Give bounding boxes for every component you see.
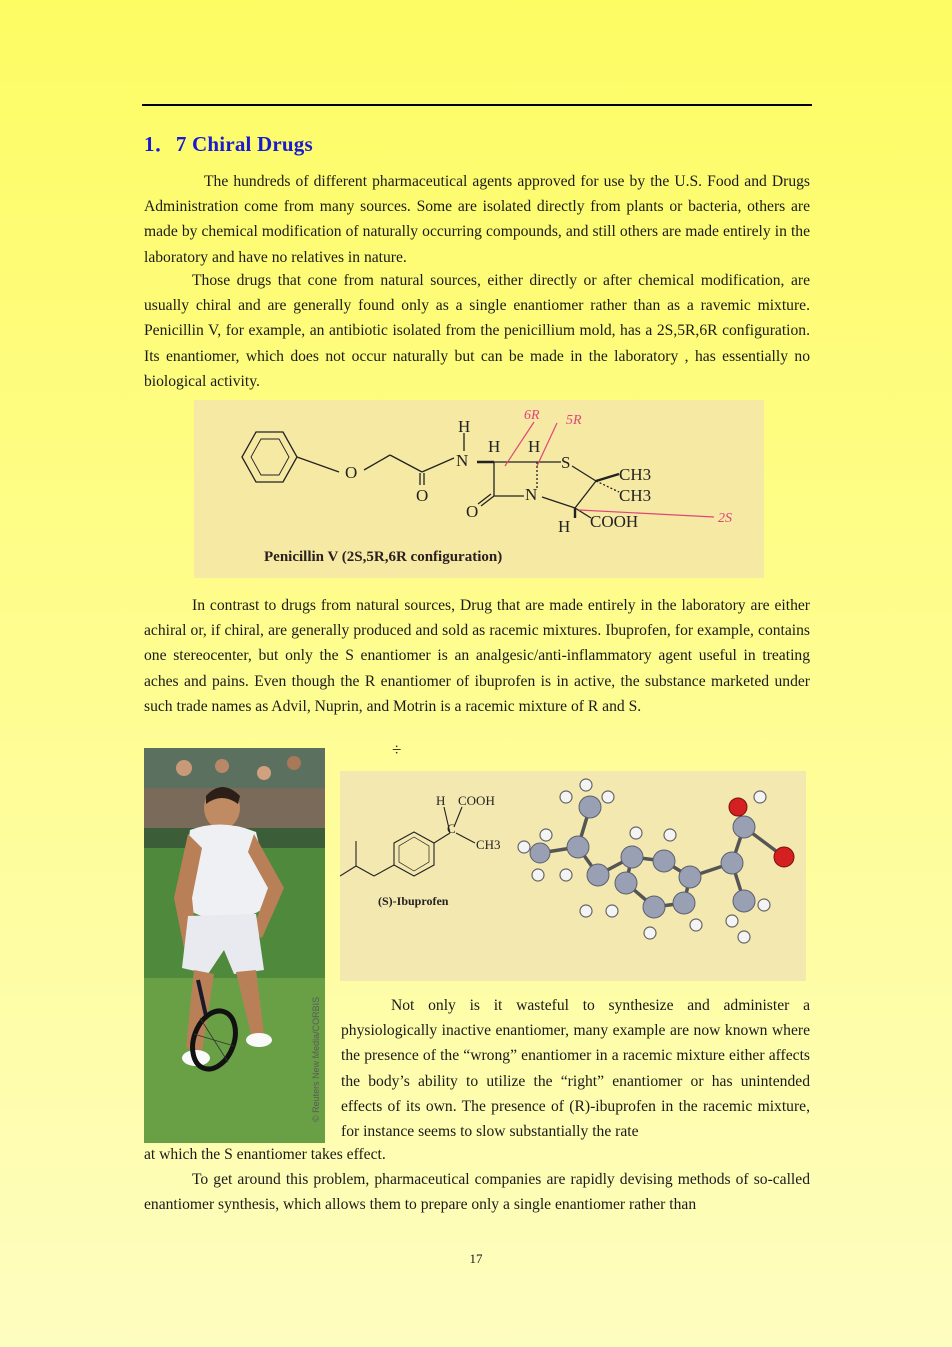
paragraph-wrong-enantiomer: Not only is it wasteful to synthesize and administer a physiologically inactive enantiomer, many example are now known where the presence of the “wrong” enantiomer in a racemic mixture either affects the body’s ability to utilize the “right” enantiomer or has unintended effects of its own. The presence of (R)-ibuprofen in the racemic mixture, for instance seems to slow substantially the rate: [341, 997, 810, 1141]
paragraph-enantiomer-synthesis: To get around this problem, pharmaceutical companies are rapidly devising methods of so-called enantiomer synthesis, which allows them to prepare only a single enantiomer rather than: [144, 1171, 810, 1214]
tennis-photo-svg: [144, 748, 325, 1143]
atom-methyl-b: CH3: [619, 486, 652, 505]
atom-h-c2: H: [558, 517, 571, 536]
ibuprofen-caption: (S)-Ibuprofen: [378, 894, 449, 908]
atom-o-lactam: O: [466, 502, 479, 521]
header-rule: [142, 104, 812, 106]
division-symbol: ÷: [392, 740, 402, 759]
ibu-atom-ch3: CH3: [476, 837, 501, 852]
penicillin-structure-svg: [194, 400, 764, 578]
atom-h5: H: [528, 437, 541, 456]
tennis-player-photo: [144, 748, 325, 1143]
section-heading: 1．7 Chiral Drugs: [144, 132, 313, 156]
penicillin-caption: Penicillin V (2S,5R,6R configuration): [264, 549, 503, 565]
atom-methyl-a: CH3: [619, 465, 652, 484]
ibu-atom-cooh: COOH: [458, 793, 495, 808]
page-number: 17: [469, 1251, 483, 1266]
ibuprofen-figure: [340, 771, 806, 981]
paragraph-natural-drugs: Those drugs that cone from natural sources, either directly or after chemical modification, are usually chiral and are generally found only as a single enantiomer rather than as a ravemic mixture. Penicillin V, for example, an antibiotic isolated from the penicillium mold, has a 2S,5R,6R configuration. Its enantiomer, which does not occur naturally but can be made in the laboratory , has essentially no biological activity.: [144, 272, 810, 390]
label-5r: 5R: [566, 413, 582, 428]
paragraph-wrong-enantiomer-continued: at which the S enantiomer takes effect.: [144, 1146, 386, 1163]
atom-n-ring: N: [525, 485, 538, 504]
ibu-atom-c: C: [447, 821, 456, 836]
label-6r: 6R: [524, 408, 540, 423]
atom-cooh: COOH: [590, 512, 639, 531]
atom-sulfur: S: [561, 453, 571, 472]
penicillin-v-figure: [194, 400, 764, 578]
atom-o-carbonyl: O: [416, 486, 429, 505]
atom-n-amide: N: [456, 451, 469, 470]
photo-credit-container: [305, 990, 327, 1130]
paragraph-synthetic-drugs: In contrast to drugs from natural sources, Drug that are made entirely in the laboratory are either achiral or, if chiral, are generally produced and sold as racemic mixtures. Ibuprofen, for example, contains one stereocenter, but only the S enantiomer is an analgesic/anti-inflammatory agent useful in treating aches and pains. Even though the R enantiomer of ibuprofen is in active, the substance marketed under such trade names as Advil, Nuprin, and Motrin is a racemic mixture of R and S.: [144, 597, 810, 715]
paragraph-sources: The hundreds of different pharmaceutical agents approved for use by the U.S. Food and Drugs Administration come from many sources. Some are isolated directly from plants or bacteria, others are made by chemical modification of naturally occurring compounds, and still others are made entirely in the laboratory and have no relatives in nature.: [144, 173, 810, 266]
atom-o-ether: O: [345, 463, 358, 482]
atom-h6: H: [488, 437, 501, 456]
ibu-atom-h: H: [436, 793, 446, 808]
atom-h-amide: H: [458, 417, 471, 436]
label-2s: 2S: [718, 511, 732, 526]
photo-credit: © Reuters New Media/CORBIS: [311, 996, 321, 1122]
ibuprofen-structure-svg: [340, 771, 806, 981]
